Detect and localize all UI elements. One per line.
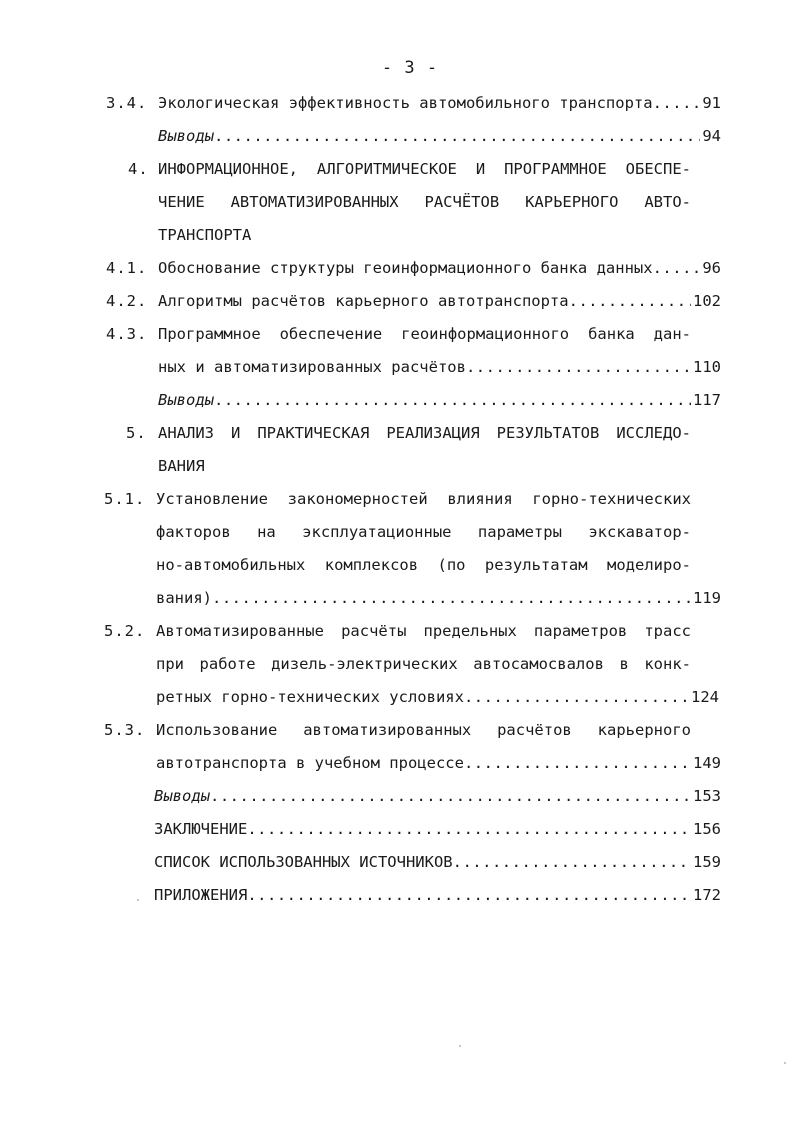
dot-leader [210, 784, 691, 808]
toc-entry-5-2[interactable] [0, 619, 797, 643]
section-title: Выводы [158, 127, 214, 145]
dot-leader [212, 586, 691, 610]
toc-entry-conclusions-5[interactable] [0, 784, 797, 808]
chapter-title-line: ЧЕНИЕ АВТОМАТИЗИРОВАННЫХ РАСЧЁТОВ КАРЬЕРНОГО АВТО- [158, 193, 691, 211]
toc-entry-appendix[interactable] [0, 883, 797, 907]
toc-entry-5-3-cont [0, 751, 797, 775]
chapter-title-line: ТРАНСПОРТА [158, 226, 252, 244]
page-ref: 159 [693, 853, 721, 871]
section-title: Выводы [154, 787, 210, 805]
scan-speck [784, 1062, 786, 1064]
toc-entry-5-1-cont [0, 553, 797, 577]
section-number: 5.1. [104, 490, 146, 508]
toc-entry-conclusions-4[interactable] [0, 388, 797, 412]
section-number: 4.1. [106, 259, 148, 277]
dot-leader [214, 124, 700, 148]
page-ref: 102 [693, 292, 721, 310]
section-title: Выводы [158, 391, 214, 409]
section-number: 3.4. [106, 94, 148, 112]
section-title: ретных горно-технических условиях [156, 688, 464, 706]
page-ref: 117 [693, 391, 721, 409]
page-ref: 149 [693, 754, 721, 772]
toc-entry-5-1-cont [0, 586, 797, 610]
toc-chapter-4[interactable] [0, 157, 797, 181]
toc-entry-conclusion[interactable] [0, 817, 797, 841]
chapter-number: 4. [128, 160, 149, 178]
section-title: автотранспорта в учебном процессе [156, 754, 464, 772]
section-title: ных и автоматизированных расчётов [158, 358, 466, 376]
section-title: Автоматизированные расчёты предельных параметров трасс [156, 622, 691, 640]
chapter-number: 5. [126, 424, 147, 442]
dot-leader [464, 751, 691, 775]
scan-speck [459, 1045, 461, 1047]
toc-entry-5-1[interactable] [0, 487, 797, 511]
section-title: Программное обеспечение геоинформационного банка дан- [158, 325, 691, 343]
page-ref: 94 [702, 127, 721, 145]
toc-chapter-4-cont [0, 223, 797, 247]
toc-entry-5-3[interactable] [0, 718, 797, 742]
page-ref: 96 [702, 259, 721, 277]
section-title: вания) [156, 589, 212, 607]
section-number: 4.2. [106, 292, 148, 310]
page-ref: 124 [691, 688, 719, 706]
dot-leader [247, 883, 691, 907]
page-ref: 153 [693, 787, 721, 805]
section-title: Обоснование структуры геоинформационного банка данных [158, 259, 653, 277]
dot-leader [247, 817, 691, 841]
section-title: факторов на эксплуатационные параметры экскаватор- [156, 523, 691, 541]
dot-leader [453, 850, 691, 874]
toc-entry-5-1-cont [0, 520, 797, 544]
toc-entry-conclusions-3[interactable] [0, 124, 797, 148]
toc-entry-references[interactable] [0, 850, 797, 874]
section-title: при работе дизель-электрических автосамосвалов в конк- [156, 655, 691, 673]
toc-entry-4-1[interactable] [0, 256, 797, 280]
chapter-title-line: АНАЛИЗ И ПРАКТИЧЕСКАЯ РЕАЛИЗАЦИЯ РЕЗУЛЬТАТОВ ИССЛЕДО- [158, 424, 691, 442]
toc-entry-4-3-cont [0, 355, 797, 379]
page-number: - 3 - [381, 58, 439, 78]
toc-chapter-5[interactable] [0, 421, 797, 445]
dot-leader [214, 388, 691, 412]
chapter-title-line: ВАНИЯ [158, 457, 205, 475]
chapter-title-line: ИНФОРМАЦИОННОЕ, АЛГОРИТМИЧЕСКОЕ И ПРОГРАММНОЕ ОБЕСПЕ- [158, 160, 691, 178]
section-title: ПРИЛОЖЕНИЯ [154, 886, 248, 904]
dot-leader [466, 355, 691, 379]
section-number: 5.3. [104, 721, 146, 739]
section-title: Алгоритмы расчётов карьерного автотранспорта [158, 292, 569, 310]
page-ref: 110 [693, 358, 721, 376]
page-ref: 119 [693, 589, 721, 607]
toc-chapter-5-cont [0, 454, 797, 478]
page-ref: 91 [702, 94, 721, 112]
page-ref: 172 [693, 886, 721, 904]
section-title: ЗАКЛЮЧЕНИЕ [154, 820, 248, 838]
dot-leader [653, 256, 701, 280]
section-title: СПИСОК ИСПОЛЬЗОВАННЫХ ИСТОЧНИКОВ [154, 853, 453, 871]
toc-chapter-4-cont [0, 190, 797, 214]
section-number: 4.3. [106, 325, 148, 343]
toc-entry-5-2-cont [0, 685, 797, 709]
section-title: Использование автоматизированных расчётов карьерного [156, 721, 691, 739]
toc-entry-5-2-cont [0, 652, 797, 676]
section-title: но-автомобильных комплексов (по результатам моделиро- [156, 556, 691, 574]
page-ref: 156 [693, 820, 721, 838]
dot-leader [569, 289, 691, 313]
dot-leader [464, 685, 689, 709]
scan-speck [137, 899, 139, 901]
section-number: 5.2. [104, 622, 146, 640]
toc-entry-3-4[interactable] [0, 91, 797, 115]
toc-entry-4-3[interactable] [0, 322, 797, 346]
dot-leader [653, 91, 701, 115]
toc-entry-4-2[interactable] [0, 289, 797, 313]
section-title: Установление закономерностей влияния горно-технических [156, 490, 691, 508]
section-title: Экологическая эффективность автомобильного транспорта [158, 94, 653, 112]
